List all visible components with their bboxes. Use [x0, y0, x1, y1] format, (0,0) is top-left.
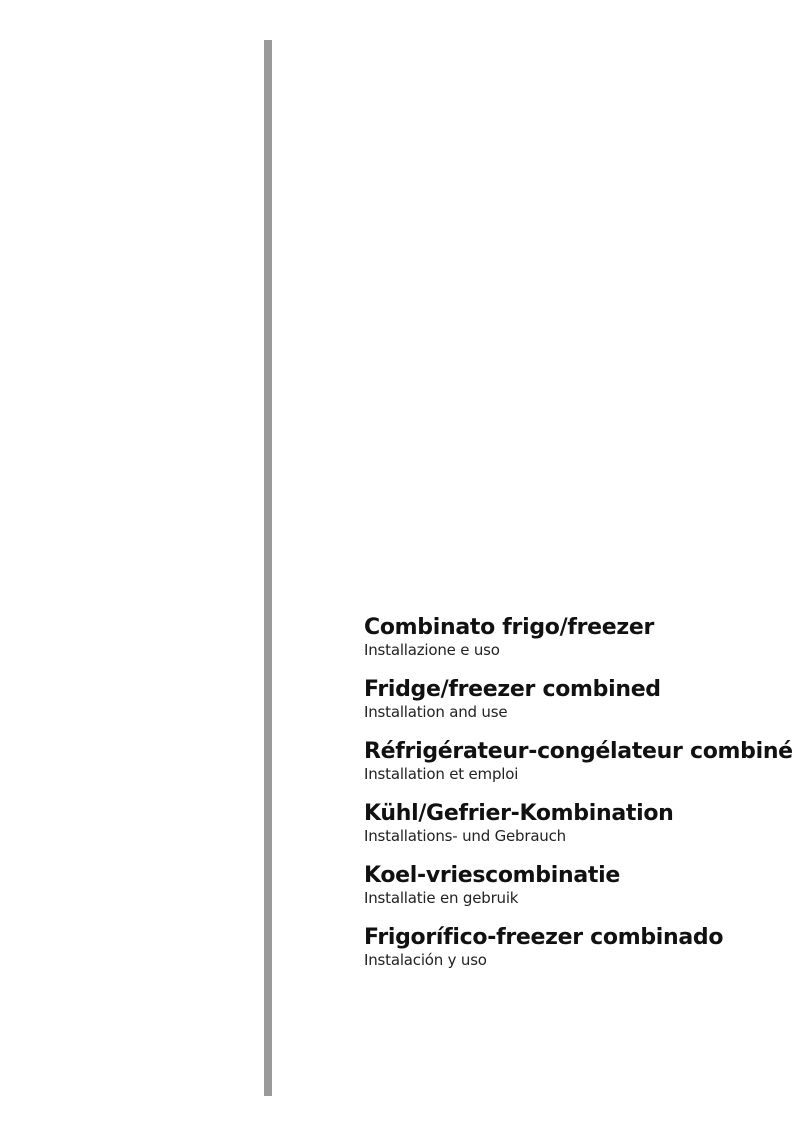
entry-title: Combinato frigo/freezer: [364, 615, 655, 640]
entry-title: Frigorífico-freezer combinado: [364, 925, 724, 950]
entry-subtitle: Installation and use: [364, 703, 508, 721]
language-title-list: [364, 615, 793, 987]
title-entry-french: [364, 739, 793, 801]
title-entry-spanish: [364, 925, 784, 987]
entry-title: Réfrigérateur-congélateur combiné: [364, 739, 793, 764]
entry-subtitle: Installatie en gebruik: [364, 889, 519, 907]
title-entry-dutch: [364, 863, 784, 925]
entry-subtitle: Installations- und Gebrauch: [364, 827, 566, 845]
side-bar-decoration: [264, 40, 272, 1096]
entry-subtitle: Installazione e uso: [364, 641, 500, 659]
entry-subtitle: Installation et emploi: [364, 765, 519, 783]
entry-title: Fridge/freezer combined: [364, 677, 661, 702]
entry-title: Kühl/Gefrier-Kombination: [364, 801, 674, 826]
title-entry-english: [364, 677, 784, 739]
title-entry-italian: [364, 615, 784, 677]
entry-subtitle: Instalación y uso: [364, 951, 487, 969]
title-entry-german: [364, 801, 784, 863]
entry-title: Koel-vriescombinatie: [364, 863, 620, 888]
